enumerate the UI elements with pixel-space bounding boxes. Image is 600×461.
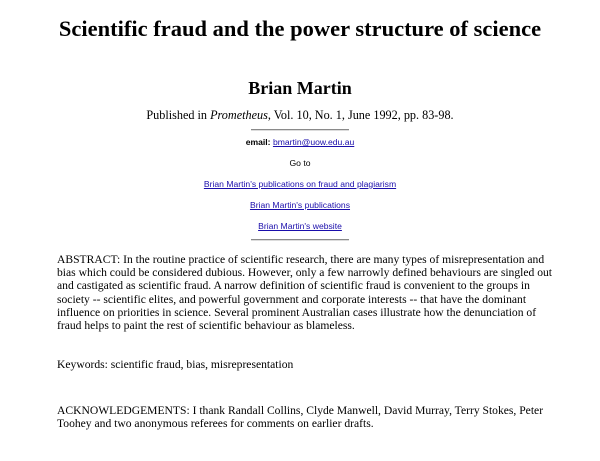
publication-info bbox=[0, 108, 600, 122]
email-link[interactable]: bmartin@uow.edu.au bbox=[272, 137, 355, 147]
keywords-paragraph: Keywords: scientific fraud, bias, misrepresentation bbox=[57, 358, 294, 371]
journal-name: Prometheus bbox=[210, 108, 268, 122]
divider-top bbox=[251, 129, 349, 131]
goto-label: Go to bbox=[289, 158, 311, 168]
acknowledgements-paragraph: ACKNOWLEDGEMENTS: I thank Randall Collins, Clyde Manwell, David Murray, Terry Stokes, Peter Toohey and two anonymous referees for comments on earlier drafts. bbox=[57, 404, 544, 431]
publication-suffix: , Vol. 10, No. 1, June 1992, pp. 83-98. bbox=[267, 108, 454, 122]
link-publications-line bbox=[0, 200, 600, 211]
author-name: Brian Martin bbox=[248, 78, 352, 98]
link-fraud-publications[interactable]: Brian Martin's publications on fraud and plagiarism bbox=[203, 179, 397, 189]
link-website-line bbox=[0, 221, 600, 232]
link-website[interactable]: Brian Martin's website bbox=[258, 221, 342, 231]
email-line bbox=[0, 137, 600, 148]
publication-prefix: Published in bbox=[146, 108, 211, 122]
link-publications[interactable]: Brian Martin's publications bbox=[249, 200, 351, 210]
link-fraud-publications-line bbox=[0, 179, 600, 190]
email-label: email: bbox=[245, 137, 271, 147]
page-title: Scientific fraud and the power structure of science bbox=[58, 16, 542, 41]
abstract-paragraph: ABSTRACT: In the routine practice of scientific research, there are many types of misrepresentation and bias which could be considered dubious. However, only a few narrowly defined behaviours are singled out and castigated as scientific fraud. A narrow definition of scientific fraud is convenient to the groups in society -- scientific elites, and powerful government and corporate interests -- that have the dominant influence on priorities in science. Several prominent Australian cases illustrate how the denunciation of fraud helps to paint the rest of scientific behaviour as blameless. bbox=[57, 253, 553, 333]
divider-bottom bbox=[251, 239, 349, 241]
